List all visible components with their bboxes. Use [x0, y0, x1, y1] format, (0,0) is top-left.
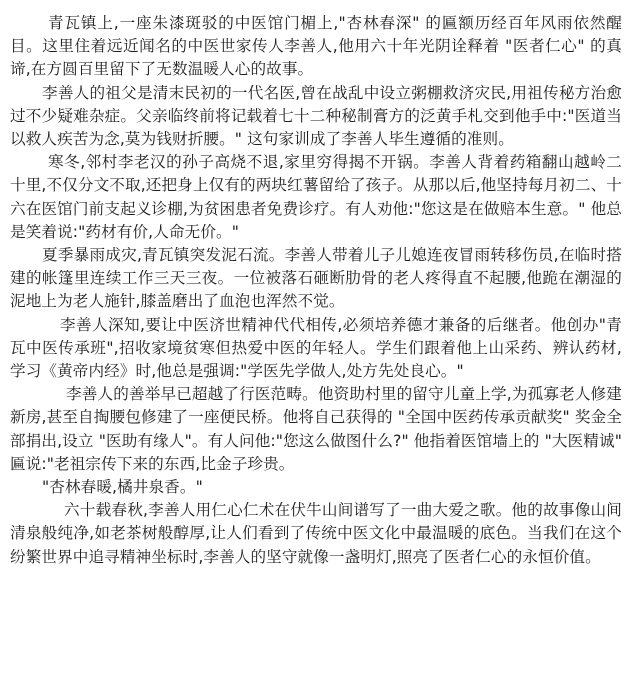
paragraph-quote: "杏林春暖,橘井泉香。": [42, 478, 203, 497]
paragraph-summer-flood: 夏季暴雨成灾,青瓦镇突发泥石流。李善人带着儿子儿媳连夜冒雨转移伤员,在临时搭建的帐篷里连续工作三天三夜。一位被落石砸断肋骨的老人疼得直不起腰,他跪在潮湿的泥地上为老人施针,膝盖磨出了血泡也浑然不觉。: [10, 246, 622, 311]
paragraph-conclusion: 六十载春秋,李善人用仁心仁术在伏牛山间谱写了一曲大爱之歌。他的故事像山间清泉般纯净,如老茶树般醇厚,让人们看到了传统中医文化中最温暖的底色。当我们在这个纷繁世界中追寻精神坐标时,李善人的坚守就像一盏明灯,照亮了医者仁心的永恒价值。: [10, 501, 622, 566]
paragraph-good-deeds: 李善人的善举早已超越了行医范畴。他资助村里的留守儿童上学,为孤寡老人修建新房,甚至自掏腰包修建了一座便民桥。他将自己获得的 "全国中医药传承贡献奖" 奖金全部捐出,设立 "医助有缘人"。有人问他:"您这么做图什么?" 他指着医馆墙上的 "大医精诚" 匾说:"老祖宗传下来的东西,比金子珍贵。: [10, 385, 628, 473]
paragraph-family-background: 李善人的祖父是清末民初的一代名医,曾在战乱中设立粥棚救济灾民,用祖传秘方治愈过不少疑难杂症。父亲临终前将记载着七十二种秘制膏方的泛黄手札交到他手中:"医道当以救人疾苦为念,莫为钱财折腰。" 这句家训成了李善人毕生遵循的准则。: [10, 83, 622, 149]
paragraph-inheritance-class: 李善人深知,要让中医济世精神代代相传,必须培养德才兼备的后继者。他创办"青瓦中医传承班",招收家境贫寒但热爱中医的年轻人。学生们跟着他上山采药、辨认药材,学习《黄帝内经》时,他总是强调:"学医先学做人,处方先处良心。": [10, 315, 622, 381]
paragraph-winter-story: 寒冬,邻村李老汉的孙子高烧不退,家里穷得揭不开锅。李善人背着药箱翻山越岭二十里,不仅分文不取,还把身上仅有的两块红薯留给了孩子。从那以后,他坚持每月初二、十六在医馆门前支起义诊棚,为贫困患者免费诊疗。有人劝他:"您这是在做赔本生意。" 他总是笑着说:"药材有价,人命无价。": [10, 153, 622, 241]
paragraph-intro: 青瓦镇上,一座朱漆斑驳的中医馆门楣上,"杏林春深" 的匾额历经百年风雨依然醒目。这里住着远近闻名的中医世家传人李善人,他用六十年光阴诠释着 "医者仁心" 的真谛,在方圆百里留下了无数温暖人心的故事。: [10, 14, 622, 79]
